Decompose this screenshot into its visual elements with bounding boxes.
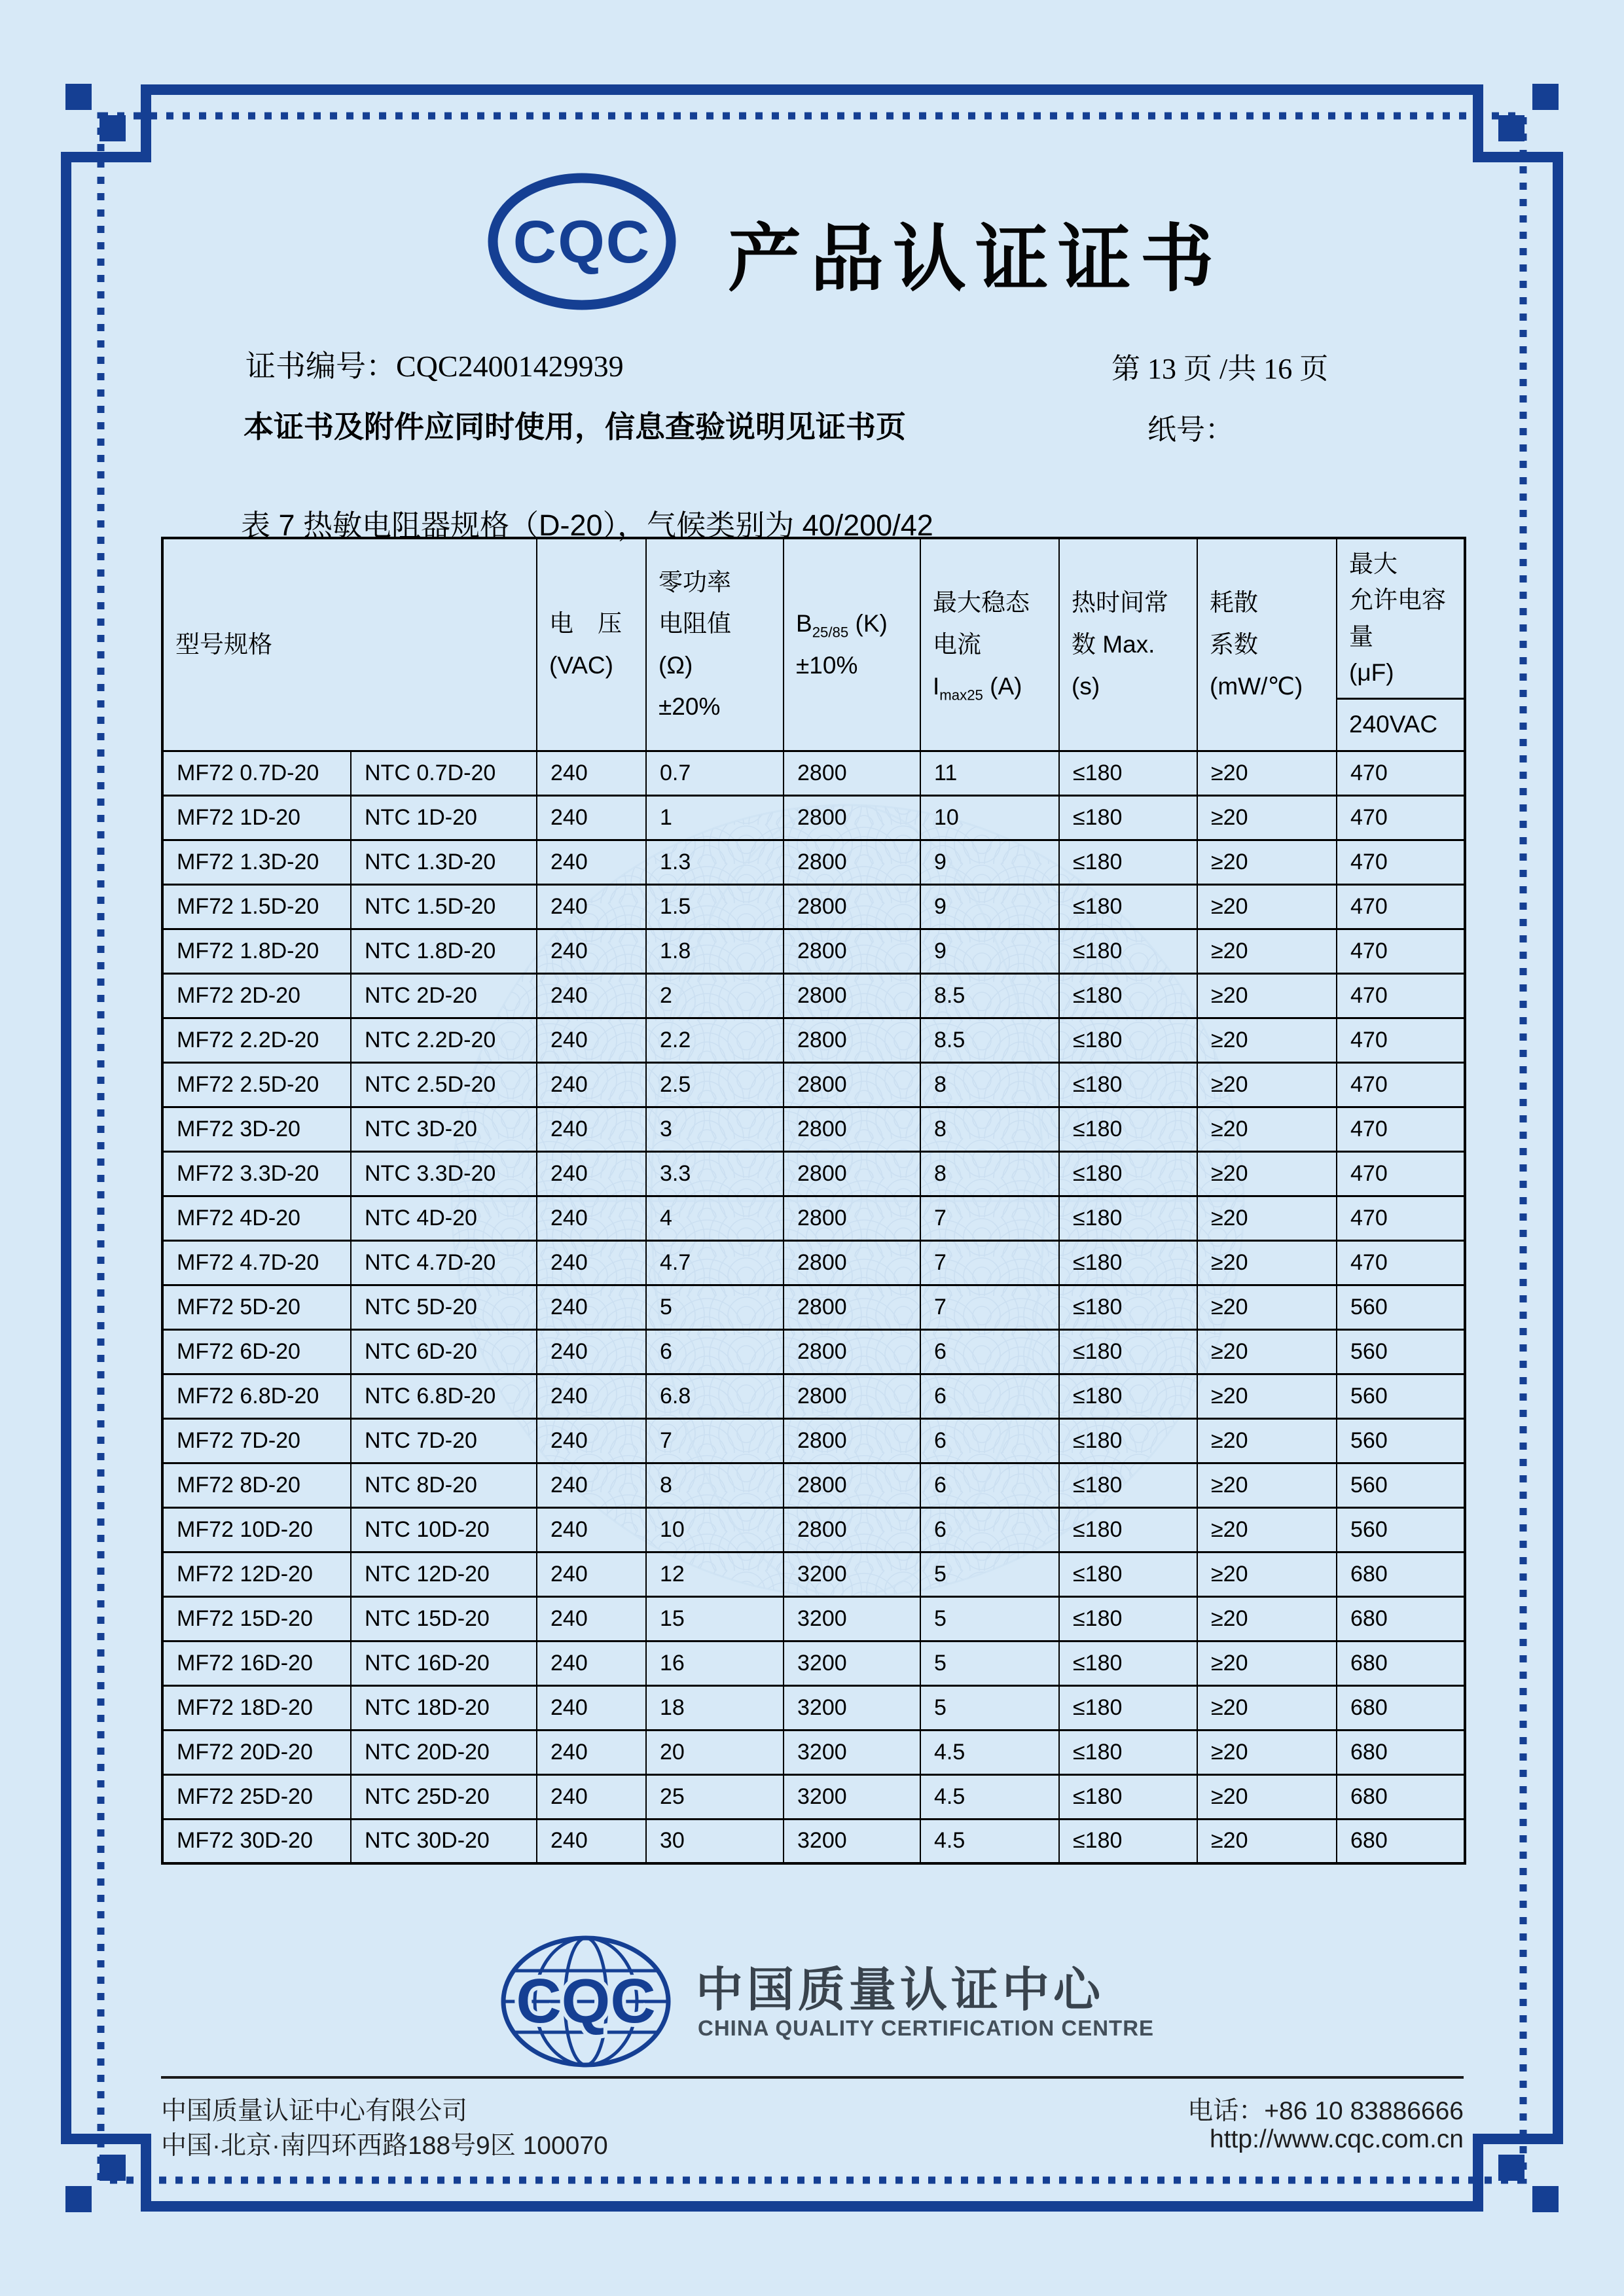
spec-table xyxy=(161,537,1466,1865)
table-cell: MF72 5D-20 xyxy=(162,1285,351,1329)
table-cell: ≥20 xyxy=(1197,1730,1337,1774)
table-cell: ≥20 xyxy=(1197,884,1337,929)
table-cell: 8 xyxy=(920,1107,1059,1151)
table-cell: MF72 2D-20 xyxy=(162,973,351,1018)
table-cell: 2800 xyxy=(784,1285,920,1329)
table-cell: ≤180 xyxy=(1059,1196,1197,1240)
table-cell: 560 xyxy=(1337,1374,1465,1418)
table-cell: 470 xyxy=(1337,1240,1465,1285)
table-cell: 8 xyxy=(920,1151,1059,1196)
table-cell: 240 xyxy=(537,1819,646,1863)
table-cell: 2800 xyxy=(784,1374,920,1418)
table-cell: MF72 7D-20 xyxy=(162,1418,351,1463)
table-cell: 560 xyxy=(1337,1507,1465,1552)
table-cell: 3200 xyxy=(784,1730,920,1774)
table-cell: MF72 4D-20 xyxy=(162,1196,351,1240)
table-row xyxy=(162,1730,1465,1774)
table-cell: MF72 25D-20 xyxy=(162,1774,351,1819)
table-cell: MF72 1.8D-20 xyxy=(162,929,351,973)
table-cell: NTC 2.5D-20 xyxy=(351,1062,537,1107)
table-cell: 4.7 xyxy=(646,1240,784,1285)
table-cell: 4.5 xyxy=(920,1774,1059,1819)
table-cell: ≤180 xyxy=(1059,751,1197,795)
table-cell: MF72 3.3D-20 xyxy=(162,1151,351,1196)
table-caption: 表 7 热敏电阻器规格（D-20），气候类别为 40/200/42 xyxy=(241,509,933,542)
table-cell: 3200 xyxy=(784,1641,920,1685)
table-cell: MF72 30D-20 xyxy=(162,1819,351,1863)
table-cell: 3200 xyxy=(784,1596,920,1641)
table-cell: 470 xyxy=(1337,795,1465,840)
table-cell: ≥20 xyxy=(1197,795,1337,840)
table-cell: ≥20 xyxy=(1197,1374,1337,1418)
table-cell: ≤180 xyxy=(1059,1774,1197,1819)
page-info: 第 13 页 /共 16 页 xyxy=(1111,353,1329,385)
col-header-time-constant: 热时间常 数 Max. (s) xyxy=(1059,538,1197,751)
table-cell: ≤180 xyxy=(1059,1596,1197,1641)
table-cell: NTC 5D-20 xyxy=(351,1285,537,1329)
table-row xyxy=(162,1819,1465,1863)
footer-company: 中国质量认证中心有限公司 xyxy=(161,2097,468,2125)
table-cell: NTC 3D-20 xyxy=(351,1107,537,1151)
table-cell: 470 xyxy=(1337,973,1465,1018)
table-cell: ≥20 xyxy=(1197,1552,1337,1596)
table-cell: NTC 1D-20 xyxy=(351,795,537,840)
table-cell: ≤180 xyxy=(1059,1552,1197,1596)
table-cell: 30 xyxy=(646,1819,784,1863)
table-row xyxy=(162,1062,1465,1107)
table-cell: NTC 6D-20 xyxy=(351,1329,537,1374)
table-cell: 9 xyxy=(920,884,1059,929)
table-cell: NTC 8D-20 xyxy=(351,1463,537,1507)
table-cell: 2 xyxy=(646,973,784,1018)
table-cell: 470 xyxy=(1337,1196,1465,1240)
table-cell: 2800 xyxy=(784,1151,920,1196)
table-cell: MF72 18D-20 xyxy=(162,1685,351,1730)
table-cell: ≥20 xyxy=(1197,751,1337,795)
table-cell: 20 xyxy=(646,1730,784,1774)
table-cell: 470 xyxy=(1337,1062,1465,1107)
table-cell: ≤180 xyxy=(1059,1062,1197,1107)
table-cell: 2.2 xyxy=(646,1018,784,1062)
certificate-number-line xyxy=(245,342,624,386)
table-cell: NTC 25D-20 xyxy=(351,1774,537,1819)
col-header-resistance: 零功率 电阻值 (Ω) ±20% xyxy=(646,538,784,751)
table-cell: 240 xyxy=(537,1018,646,1062)
page-title: 产品认证证书 xyxy=(728,218,1223,300)
table-cell: NTC 2D-20 xyxy=(351,973,537,1018)
table-cell: NTC 6.8D-20 xyxy=(351,1374,537,1418)
table-cell: 560 xyxy=(1337,1285,1465,1329)
table-cell: 240 xyxy=(537,751,646,795)
table-cell: 240 xyxy=(537,1418,646,1463)
table-cell: 4.5 xyxy=(920,1730,1059,1774)
table-cell: 680 xyxy=(1337,1552,1465,1596)
table-cell: NTC 1.5D-20 xyxy=(351,884,537,929)
table-cell: 2800 xyxy=(784,884,920,929)
table-body xyxy=(162,751,1465,1863)
table-cell: MF72 15D-20 xyxy=(162,1596,351,1641)
col-header-max-current: 最大稳态 电流 $I_{max25}$ (A) xyxy=(920,538,1059,751)
table-cell: MF72 10D-20 xyxy=(162,1507,351,1552)
table-cell: 240 xyxy=(537,1285,646,1329)
table-cell: 3200 xyxy=(784,1774,920,1819)
table-cell: ≤180 xyxy=(1059,884,1197,929)
table-cell: 8 xyxy=(646,1463,784,1507)
table-cell: 2800 xyxy=(784,929,920,973)
organization-name-cn: 中国质量认证中心 xyxy=(696,1964,1105,2017)
table-cell: ≤180 xyxy=(1059,1685,1197,1730)
table-cell: 470 xyxy=(1337,840,1465,884)
table-cell: MF72 6D-20 xyxy=(162,1329,351,1374)
table-cell: ≥20 xyxy=(1197,1151,1337,1196)
table-cell: ≥20 xyxy=(1197,1596,1337,1641)
table-cell: NTC 1.3D-20 xyxy=(351,840,537,884)
table-cell: ≥20 xyxy=(1197,1018,1337,1062)
table-row xyxy=(162,751,1465,795)
table-cell: 2800 xyxy=(784,1062,920,1107)
table-cell: 6 xyxy=(646,1329,784,1374)
table-cell: ≤180 xyxy=(1059,1418,1197,1463)
certificate-number-value: CQC24001429939 xyxy=(396,350,624,383)
footer-address: 中国·北京·南四环西路188号9区 100070 xyxy=(161,2132,608,2160)
table-cell: MF72 1.5D-20 xyxy=(162,884,351,929)
table-cell: 0.7 xyxy=(646,751,784,795)
cqc-globe-logo xyxy=(499,1935,673,2072)
table-cell: 2800 xyxy=(784,1107,920,1151)
table-row xyxy=(162,1774,1465,1819)
table-cell: 6 xyxy=(920,1374,1059,1418)
table-row xyxy=(162,1552,1465,1596)
table-cell: 680 xyxy=(1337,1685,1465,1730)
table-cell: 240 xyxy=(537,1107,646,1151)
table-cell: 2800 xyxy=(784,840,920,884)
table-row xyxy=(162,1151,1465,1196)
table-cell: ≥20 xyxy=(1197,1062,1337,1107)
table-cell: 2800 xyxy=(784,751,920,795)
table-cell: NTC 30D-20 xyxy=(351,1819,537,1863)
table-cell: 240 xyxy=(537,1151,646,1196)
table-row xyxy=(162,1596,1465,1641)
table-cell: ≥20 xyxy=(1197,1196,1337,1240)
table-cell: ≤180 xyxy=(1059,1641,1197,1685)
table-cell: 240 xyxy=(537,1196,646,1240)
table-cell: 16 xyxy=(646,1641,784,1685)
certificate-number-label: 证书编号： xyxy=(245,350,396,383)
table-cell: NTC 12D-20 xyxy=(351,1552,537,1596)
table-cell: ≤180 xyxy=(1059,1463,1197,1507)
footer-website: http://www.cqc.com.cn xyxy=(1210,2125,1464,2153)
table-cell: 2800 xyxy=(784,1240,920,1285)
table-cell: 4 xyxy=(646,1196,784,1240)
table-cell: ≤180 xyxy=(1059,1240,1197,1285)
table-cell: 240 xyxy=(537,1552,646,1596)
table-row xyxy=(162,1018,1465,1062)
table-cell: 8 xyxy=(920,1062,1059,1107)
table-cell: MF72 1D-20 xyxy=(162,795,351,840)
cqc-logo-text: CQC xyxy=(513,209,651,276)
table-cell: 7 xyxy=(920,1196,1059,1240)
table-cell: 240 xyxy=(537,1730,646,1774)
table-cell: 470 xyxy=(1337,929,1465,973)
table-cell: 240 xyxy=(537,1641,646,1685)
table-cell: MF72 2.5D-20 xyxy=(162,1062,351,1107)
table-cell: ≤180 xyxy=(1059,1507,1197,1552)
table-cell: 15 xyxy=(646,1596,784,1641)
table-cell: 1 xyxy=(646,795,784,840)
table-cell: 2800 xyxy=(784,1329,920,1374)
table-cell: 5 xyxy=(920,1552,1059,1596)
footer-divider xyxy=(161,2076,1464,2079)
table-cell: 2800 xyxy=(784,795,920,840)
table-cell: 240 xyxy=(537,1329,646,1374)
col-header-b-value: $B_{25/85}$ (K) ±10% xyxy=(784,538,920,751)
paper-number-label: 纸号： xyxy=(1147,414,1234,446)
table-cell: 10 xyxy=(646,1507,784,1552)
table-cell: 25 xyxy=(646,1774,784,1819)
table-cell: 560 xyxy=(1337,1329,1465,1374)
table-cell: 6 xyxy=(920,1418,1059,1463)
table-cell: ≥20 xyxy=(1197,929,1337,973)
table-cell: 2.5 xyxy=(646,1062,784,1107)
table-row xyxy=(162,1240,1465,1285)
table-cell: 8.5 xyxy=(920,1018,1059,1062)
table-cell: NTC 7D-20 xyxy=(351,1418,537,1463)
table-cell: 7 xyxy=(646,1418,784,1463)
table-row xyxy=(162,929,1465,973)
table-cell: 2800 xyxy=(784,1463,920,1507)
table-cell: MF72 12D-20 xyxy=(162,1552,351,1596)
table-cell: ≤180 xyxy=(1059,1285,1197,1329)
table-cell: 470 xyxy=(1337,1151,1465,1196)
table-cell: 1.3 xyxy=(646,840,784,884)
table-cell: 10 xyxy=(920,795,1059,840)
table-cell: ≥20 xyxy=(1197,1641,1337,1685)
table-cell: 6 xyxy=(920,1463,1059,1507)
table-row xyxy=(162,1285,1465,1329)
table-cell: 240 xyxy=(537,884,646,929)
table-cell: ≥20 xyxy=(1197,1685,1337,1730)
table-cell: 2800 xyxy=(784,973,920,1018)
table-cell: 240 xyxy=(537,1774,646,1819)
table-cell: ≤180 xyxy=(1059,1018,1197,1062)
table-cell: NTC 10D-20 xyxy=(351,1507,537,1552)
table-row xyxy=(162,973,1465,1018)
table-cell: 7 xyxy=(920,1240,1059,1285)
table-cell: 3200 xyxy=(784,1685,920,1730)
table-cell: 6 xyxy=(920,1329,1059,1374)
table-cell: NTC 1.8D-20 xyxy=(351,929,537,973)
table-row xyxy=(162,1463,1465,1507)
table-cell: 3 xyxy=(646,1107,784,1151)
table-header xyxy=(162,538,1465,751)
table-cell: NTC 18D-20 xyxy=(351,1685,537,1730)
col-header-model: 型号规格 xyxy=(162,538,537,751)
table-cell: NTC 2.2D-20 xyxy=(351,1018,537,1062)
table-cell: 6.8 xyxy=(646,1374,784,1418)
table-row xyxy=(162,1374,1465,1418)
table-row xyxy=(162,1418,1465,1463)
table-row xyxy=(162,1507,1465,1552)
table-cell: MF72 8D-20 xyxy=(162,1463,351,1507)
table-cell: 1.8 xyxy=(646,929,784,973)
table-cell: ≥20 xyxy=(1197,1240,1337,1285)
table-cell: MF72 16D-20 xyxy=(162,1641,351,1685)
table-cell: 470 xyxy=(1337,1018,1465,1062)
table-cell: MF72 0.7D-20 xyxy=(162,751,351,795)
table-cell: MF72 3D-20 xyxy=(162,1107,351,1151)
table-cell: 4.5 xyxy=(920,1819,1059,1863)
table-cell: 240 xyxy=(537,929,646,973)
table-cell: 5 xyxy=(920,1596,1059,1641)
table-row xyxy=(162,1107,1465,1151)
table-cell: ≤180 xyxy=(1059,973,1197,1018)
table-cell: NTC 3.3D-20 xyxy=(351,1151,537,1196)
table-cell: 3200 xyxy=(784,1819,920,1863)
table-cell: 470 xyxy=(1337,884,1465,929)
table-cell: NTC 0.7D-20 xyxy=(351,751,537,795)
table-cell: 680 xyxy=(1337,1641,1465,1685)
table-cell: NTC 16D-20 xyxy=(351,1641,537,1685)
table-cell: 3200 xyxy=(784,1552,920,1596)
table-cell: 240 xyxy=(537,840,646,884)
table-cell: 240 xyxy=(537,1240,646,1285)
table-cell: 470 xyxy=(1337,751,1465,795)
usage-note: 本证书及附件应同时使用，信息查验说明见证书页 xyxy=(244,410,906,444)
table-cell: 240 xyxy=(537,1062,646,1107)
table-cell: ≥20 xyxy=(1197,1819,1337,1863)
table-cell: ≤180 xyxy=(1059,1374,1197,1418)
table-cell: ≤180 xyxy=(1059,929,1197,973)
table-cell: ≥20 xyxy=(1197,1107,1337,1151)
table-cell: 680 xyxy=(1337,1596,1465,1641)
table-row xyxy=(162,1196,1465,1240)
table-cell: ≥20 xyxy=(1197,840,1337,884)
table-cell: ≥20 xyxy=(1197,1463,1337,1507)
table-cell: 9 xyxy=(920,929,1059,973)
table-cell: 680 xyxy=(1337,1774,1465,1819)
table-cell: ≤180 xyxy=(1059,1730,1197,1774)
table-cell: 2800 xyxy=(784,1418,920,1463)
table-cell: 6 xyxy=(920,1507,1059,1552)
table-cell: 560 xyxy=(1337,1463,1465,1507)
table-cell: 12 xyxy=(646,1552,784,1596)
table-cell: MF72 1.3D-20 xyxy=(162,840,351,884)
table-cell: 11 xyxy=(920,751,1059,795)
table-row xyxy=(162,1329,1465,1374)
table-cell: NTC 4.7D-20 xyxy=(351,1240,537,1285)
table-cell: ≤180 xyxy=(1059,1819,1197,1863)
table-cell: 240 xyxy=(537,1685,646,1730)
table-cell: MF72 4.7D-20 xyxy=(162,1240,351,1285)
table-cell: 240 xyxy=(537,1374,646,1418)
table-cell: 240 xyxy=(537,1507,646,1552)
table-row xyxy=(162,884,1465,929)
table-cell: ≥20 xyxy=(1197,1285,1337,1329)
table-cell: ≥20 xyxy=(1197,1507,1337,1552)
table-cell: 5 xyxy=(646,1285,784,1329)
table-row xyxy=(162,795,1465,840)
table-cell: 8.5 xyxy=(920,973,1059,1018)
table-cell: 240 xyxy=(537,1596,646,1641)
col-header-capacitance-condition: 240VAC xyxy=(1337,698,1465,751)
cqc-logo xyxy=(487,172,677,311)
table-cell: ≤180 xyxy=(1059,840,1197,884)
table-row xyxy=(162,1641,1465,1685)
table-cell: ≥20 xyxy=(1197,1329,1337,1374)
table-cell: NTC 20D-20 xyxy=(351,1730,537,1774)
table-cell: 9 xyxy=(920,840,1059,884)
table-cell: ≥20 xyxy=(1197,973,1337,1018)
table-cell: 7 xyxy=(920,1285,1059,1329)
table-cell: 680 xyxy=(1337,1730,1465,1774)
table-cell: 2800 xyxy=(784,1196,920,1240)
table-cell: ≤180 xyxy=(1059,1107,1197,1151)
organization-name-en: CHINA QUALITY CERTIFICATION CENTRE xyxy=(698,2016,1155,2040)
globe-logo-text: CQC xyxy=(516,1966,656,2036)
table-cell: NTC 4D-20 xyxy=(351,1196,537,1240)
table-cell: 240 xyxy=(537,1463,646,1507)
table-cell: 1.5 xyxy=(646,884,784,929)
col-header-capacitance: 最大 允许电容 量 (μF) xyxy=(1337,538,1465,698)
table-cell: 18 xyxy=(646,1685,784,1730)
table-row xyxy=(162,1685,1465,1730)
table-cell: 2800 xyxy=(784,1507,920,1552)
table-row xyxy=(162,840,1465,884)
table-cell: 560 xyxy=(1337,1418,1465,1463)
table-cell: NTC 15D-20 xyxy=(351,1596,537,1641)
table-cell: ≤180 xyxy=(1059,1151,1197,1196)
table-cell: 2800 xyxy=(784,1018,920,1062)
table-cell: 3.3 xyxy=(646,1151,784,1196)
table-cell: 240 xyxy=(537,973,646,1018)
footer-phone: 电话：+86 10 83886666 xyxy=(1187,2097,1464,2125)
table-cell: 470 xyxy=(1337,1107,1465,1151)
table-cell: 240 xyxy=(537,795,646,840)
table-cell: 5 xyxy=(920,1641,1059,1685)
table-cell: 680 xyxy=(1337,1819,1465,1863)
col-header-voltage: 电 压 (VAC) xyxy=(537,538,646,751)
table-cell: MF72 6.8D-20 xyxy=(162,1374,351,1418)
col-header-dissipation: 耗散 系数 (mW/℃) xyxy=(1197,538,1337,751)
table-cell: MF72 20D-20 xyxy=(162,1730,351,1774)
table-cell: ≥20 xyxy=(1197,1418,1337,1463)
table-cell: ≥20 xyxy=(1197,1774,1337,1819)
table-cell: 5 xyxy=(920,1685,1059,1730)
table-cell: ≤180 xyxy=(1059,1329,1197,1374)
table-cell: MF72 2.2D-20 xyxy=(162,1018,351,1062)
table-cell: ≤180 xyxy=(1059,795,1197,840)
